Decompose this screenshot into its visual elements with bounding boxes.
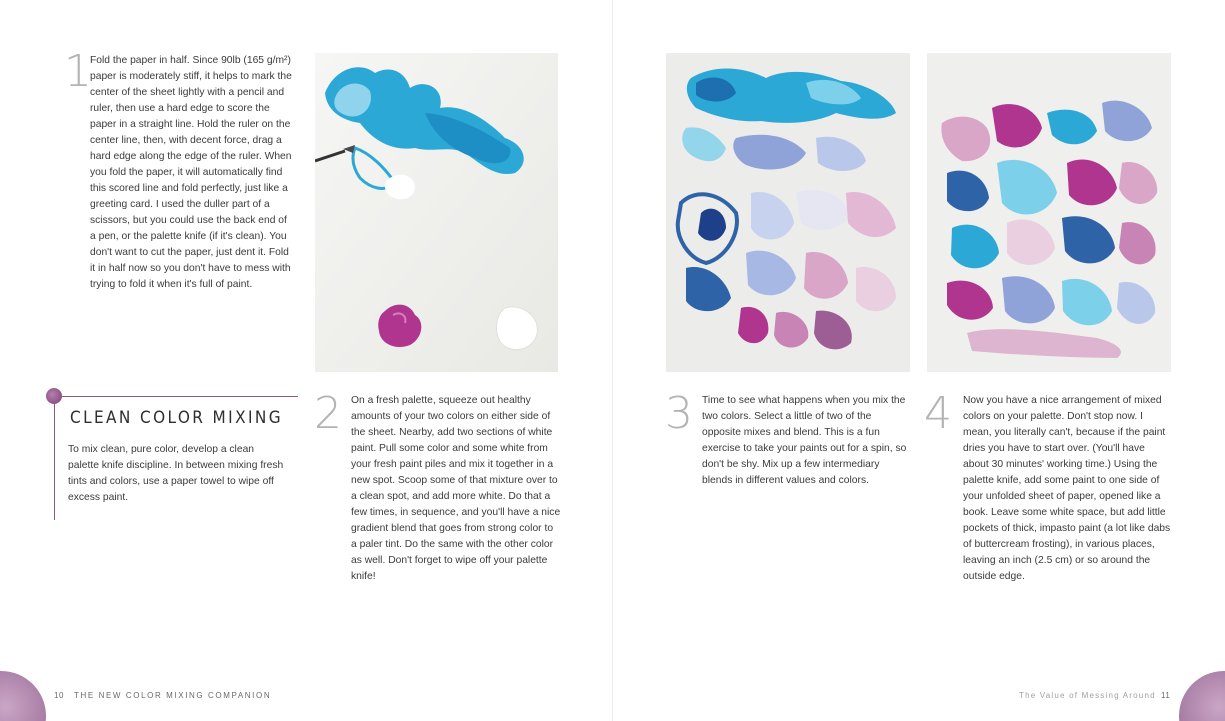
paint-palette-4-image xyxy=(927,53,1171,372)
sidebar-top-rule xyxy=(54,396,298,397)
left-page xyxy=(0,0,612,721)
footer-page-number: 11 xyxy=(1161,691,1171,700)
photo-paint-palette-3 xyxy=(666,53,910,372)
sidebar-text: To mix clean, pure color, develop a clean palette knife discipline. In between mixing fresh tints and colors, use a paper towel to wipe off excess paint. xyxy=(68,444,284,503)
photo-paint-palette-4 xyxy=(927,53,1171,372)
step-number-4: 4 xyxy=(924,388,952,439)
step-number-3: 3 xyxy=(665,388,693,439)
step-number-2: 2 xyxy=(314,388,342,439)
watercolor-corner-decoration xyxy=(0,671,46,721)
footer-page-number: 10 xyxy=(54,691,64,700)
sidebar-title: CLEAN COLOR MIXING xyxy=(70,408,283,428)
step-3-text: Time to see what happens when you mix the two colors. Select a little of two of the opposite mixes and blend. This is a fun exercise to take your paints out for a spin, so don't be shy. Mix up a few intermediary blends in different values and colors. xyxy=(702,395,907,486)
right-page xyxy=(613,0,1225,721)
step-2-text: On a fresh palette, squeeze out healthy amounts of your two colors on either side of the sheet. Nearby, add two sections of white paint. Pull some color and some white from your fresh paint piles and mix it together in a new spot. Scoop some of that mixture over to a clean spot, and add more white. Do that a few times, in sequence, and you'll have a nice gradient blend that goes from strong color to a paler tint. Do the same with the other color as well. Don't forget to wipe off your palette knife! xyxy=(351,395,561,582)
step-4-text: Now you have a nice arrangement of mixed colors on your palette. Don't stop now. I mean, you literally can't, because if the paint dries you have to start over. (You'll have about 30 minutes' working time.) Using the palette knife, add some paint to one side of your unfolded sheet of paper, opened like a book. Leave some white space, but add little pockets of thick, impasto paint (a lot like dabs of buttercream frosting), in various places, leaving an inch (2.5 cm) or so around the outside edge. xyxy=(963,395,1171,582)
footer-book-title: THE NEW COLOR MIXING COMPANION xyxy=(74,691,272,700)
step-1-text: Fold the paper in half. Since 90lb (165 g/m²) paper is moderately stiff, it helps to mark the center of the sheet lightly with a pencil and ruler, then use a hard edge to score the paper in a straight line. Hold the ruler on the center line, then, with decent force, drag a hard edge along the edge of the ruler. When you fold the paper, it will automatically find this scored line and fold perfectly, just like a greeting card. I used the duller part of a scissors, but you could use the back end of a pen, or the palette knife (if it's clean). You don't want to cut the paper, just dent it. Fold it in half now so you don't have to mess with trying to fold it when it's full of paint. xyxy=(90,55,292,290)
watercolor-corner-decoration xyxy=(1179,671,1225,721)
sidebar-left-rule xyxy=(54,396,55,520)
footer-chapter-title: The Value of Messing Around xyxy=(1019,691,1156,700)
sidebar-paint-dot-icon xyxy=(46,388,62,404)
paint-palette-3-image xyxy=(666,53,910,372)
photo-paint-palette-1 xyxy=(315,53,558,372)
step-number-1: 1 xyxy=(64,46,92,97)
paint-palette-1-image xyxy=(315,53,558,372)
